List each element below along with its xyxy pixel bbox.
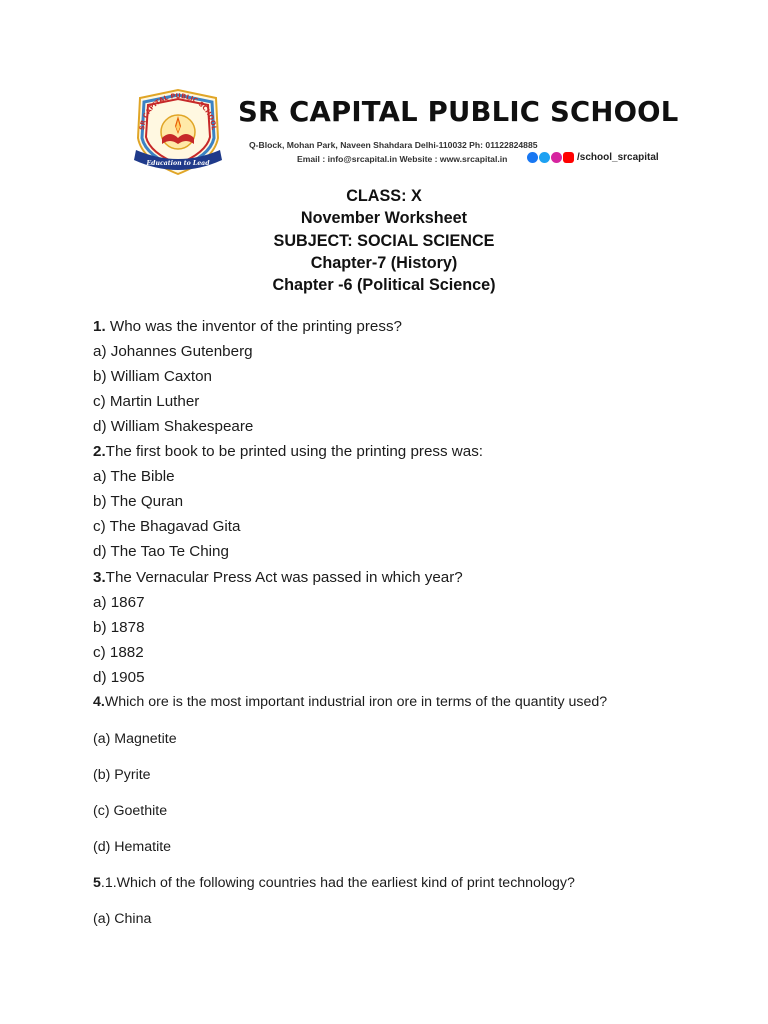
svg-text:SR CAPITAL PUBLIC SCHOOL: SR CAPITAL PUBLIC SCHOOL: [138, 91, 218, 131]
option: a) Johannes Gutenberg: [93, 343, 253, 360]
option: b) 1878: [93, 619, 145, 636]
option: c) The Bhagavad Gita: [93, 518, 241, 535]
question-5: [93, 875, 575, 891]
question-text: Which ore is the most important industrial iron ore in terms of the quantity used?: [104, 694, 608, 710]
social-handle[interactable]: /school_srcapital: [577, 152, 659, 163]
option: a) The Bible: [93, 468, 175, 485]
youtube-icon[interactable]: [563, 152, 574, 163]
question-number: 2.: [93, 443, 106, 460]
option: d) The Tao Te Ching: [93, 543, 229, 560]
question-text: The Vernacular Press Act was passed in which year?: [105, 569, 463, 586]
question-1: [93, 318, 402, 335]
option: c) 1882: [93, 644, 144, 661]
option: b) The Quran: [93, 493, 184, 510]
option: d) William Shakespeare: [93, 418, 254, 435]
question-2: [93, 443, 483, 460]
svg-text:Education to Lead: Education to Lead: [146, 160, 210, 167]
worksheet-name: November Worksheet: [300, 209, 468, 228]
question-number: 3.: [93, 569, 106, 586]
question-4: [93, 694, 607, 710]
question-number: 4.: [93, 694, 105, 710]
option: (a) China: [93, 911, 152, 927]
option: c) Martin Luther: [93, 393, 200, 410]
school-header: [122, 86, 679, 178]
question-number: 5: [93, 875, 101, 891]
school-address: Q-Block, Mohan Park, Naveen Shahdara Delhi-110032 Ph: 01122824885: [249, 140, 538, 150]
question-text: .1.Which of the following countries had the earliest kind of print technology?: [100, 875, 575, 891]
option: a) 1867: [93, 594, 145, 611]
option: b) William Caxton: [93, 368, 212, 385]
subject-label: SUBJECT: SOCIAL SCIENCE: [273, 231, 495, 250]
instagram-icon[interactable]: [551, 152, 562, 163]
option: d) 1905: [93, 669, 145, 686]
school-logo: [126, 88, 231, 178]
worksheet-title: [0, 185, 768, 296]
school-name: SR CAPITAL PUBLIC SCHOOL: [238, 96, 679, 128]
option: (b) Pyrite: [93, 767, 151, 783]
option: (c) Goethite: [93, 803, 168, 819]
social-links: [527, 152, 659, 163]
option: (d) Hematite: [93, 839, 172, 855]
class-label: CLASS: X: [346, 187, 422, 205]
option: (a) Magnetite: [93, 731, 177, 747]
facebook-icon[interactable]: [527, 152, 538, 163]
question-text: Who was the inventor of the printing press?: [105, 318, 402, 335]
twitter-icon[interactable]: [539, 152, 550, 163]
question-text: The first book to be printed using the printing press was:: [105, 443, 484, 460]
question-3: [93, 569, 463, 586]
chapter-political-science: Chapter -6 (Political Science): [272, 276, 496, 295]
question-number: 1.: [93, 318, 106, 335]
chapter-history: Chapter-7 (History): [310, 253, 458, 272]
school-contact: Email : info@srcapital.in Website : www.srcapital.in: [297, 154, 508, 164]
